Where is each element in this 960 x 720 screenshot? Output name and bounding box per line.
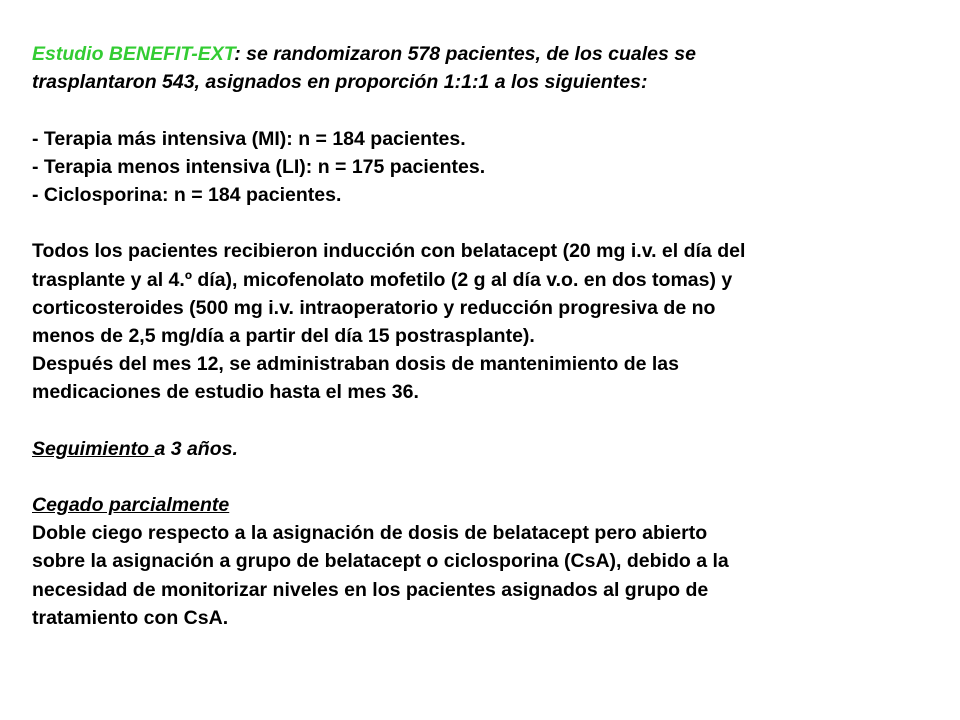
blinding-line: Doble ciego respecto a la asignación de dosis de belatacept pero abierto [32, 522, 708, 545]
study-name: Estudio BENEFIT-EXT [32, 43, 235, 65]
arm-mi: - Terapia más intensiva (MI): n = 184 pacientes. [32, 127, 466, 150]
blinding-heading: Cegado parcialmente [32, 494, 230, 516]
intro-line-1-rest: : se randomizaron 578 pacientes, de los cuales se [234, 43, 696, 65]
treatment-line: Después del mes 12, se administraban dosis de mantenimiento de las [32, 353, 679, 376]
spacer [32, 96, 932, 124]
spacer [32, 406, 932, 434]
treatment-line: trasplante y al 4.º día), micofenolato mofetilo (2 g al día v.o. en dos tomas) y [32, 268, 733, 291]
arm-cyclosporine: - Ciclosporina: n = 184 pacientes. [32, 183, 342, 206]
treatment-line: medicaciones de estudio hasta el mes 36. [32, 381, 419, 404]
treatment-line: menos de 2,5 mg/día a partir del día 15 postrasplante). [32, 324, 535, 347]
arm-li: - Terapia menos intensiva (LI): n = 175 pacientes. [32, 155, 486, 178]
intro-line-1 [32, 40, 932, 68]
blinding-line: sobre la asignación a grupo de belatacept o ciclosporina (CsA), debido a la [32, 550, 729, 573]
spacer [32, 463, 932, 491]
followup-label: Seguimiento [32, 437, 155, 460]
slide-text-body [32, 40, 932, 632]
blinding-line: necesidad de monitorizar niveles en los pacientes asignados al grupo de [32, 578, 709, 601]
treatment-line: Todos los pacientes recibieron inducción con belatacept (20 mg i.v. el día del [32, 240, 746, 263]
followup-line [32, 435, 932, 463]
intro-line-2: trasplantaron 543, asignados en proporción 1:1:1 a los siguientes: [32, 71, 648, 94]
treatment-line: corticosteroides (500 mg i.v. intraoperatorio y reducción progresiva de no [32, 296, 716, 319]
spacer [32, 209, 932, 237]
blinding-line: tratamiento con CsA. [32, 606, 229, 629]
followup-duration: a 3 años. [154, 437, 238, 460]
